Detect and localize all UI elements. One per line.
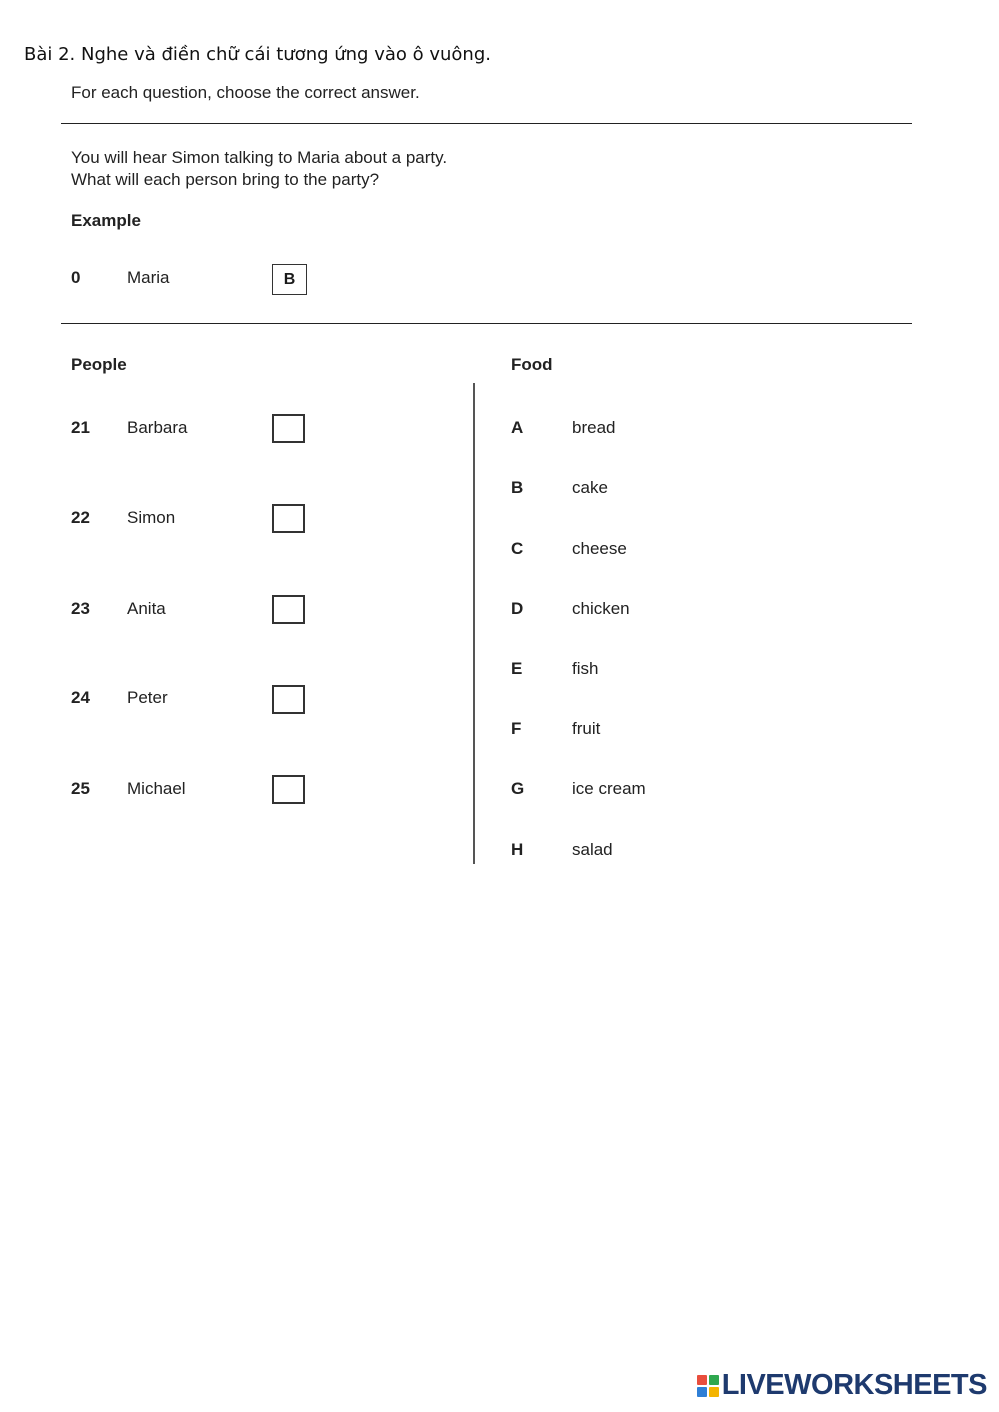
exercise-heading: Bài 2. Nghe và điền chữ cái tương ứng vào ô vuông. — [24, 44, 491, 65]
top-divider — [61, 123, 912, 124]
food-letter: B — [511, 478, 524, 497]
food-name: fruit — [572, 719, 601, 738]
food-name: salad — [572, 840, 613, 859]
question-number: 21 — [71, 418, 90, 437]
answer-box-21[interactable] — [272, 414, 305, 443]
food-name: cake — [572, 478, 608, 497]
logo-mark-icon — [697, 1375, 719, 1397]
example-number: 0 — [71, 268, 81, 287]
food-letter: A — [511, 418, 524, 437]
person-name: Barbara — [127, 418, 188, 437]
person-name: Anita — [127, 599, 166, 618]
person-name: Michael — [127, 779, 186, 798]
food-name: chicken — [572, 599, 630, 618]
person-name: Peter — [127, 688, 168, 707]
food-letter: E — [511, 659, 523, 678]
food-letter: F — [511, 719, 522, 738]
question-number: 25 — [71, 779, 90, 798]
food-letter: H — [511, 840, 524, 859]
example-answer-box: B — [272, 264, 307, 295]
people-header: People — [71, 355, 127, 374]
answer-box-25[interactable] — [272, 775, 305, 804]
food-name: ice cream — [572, 779, 646, 798]
person-name: Simon — [127, 508, 176, 527]
food-header: Food — [511, 355, 553, 374]
intro-line-1: You will hear Simon talking to Maria about a party. — [71, 148, 448, 167]
food-letter: C — [511, 539, 524, 558]
intro-line-2: What will each person bring to the party? — [71, 170, 380, 189]
answer-box-22[interactable] — [272, 504, 305, 533]
food-name: fish — [572, 659, 599, 678]
example-label: Example — [71, 211, 141, 230]
bottom-divider — [61, 323, 912, 324]
food-name: bread — [572, 418, 616, 437]
question-number: 24 — [71, 688, 90, 707]
answer-box-24[interactable] — [272, 685, 305, 714]
question-number: 22 — [71, 508, 90, 527]
logo-text: LIVEWORKSHEETS — [721, 1369, 987, 1401]
food-letter: G — [511, 779, 525, 798]
intro-text — [71, 147, 447, 191]
food-name: cheese — [572, 539, 627, 558]
food-letter: D — [511, 599, 524, 618]
question-number: 23 — [71, 599, 90, 618]
answer-box-23[interactable] — [272, 595, 305, 624]
example-name: Maria — [127, 268, 170, 287]
instruction-text: For each question, choose the correct answer. — [71, 83, 420, 102]
column-divider — [473, 383, 475, 864]
liveworksheets-logo — [697, 1369, 987, 1402]
